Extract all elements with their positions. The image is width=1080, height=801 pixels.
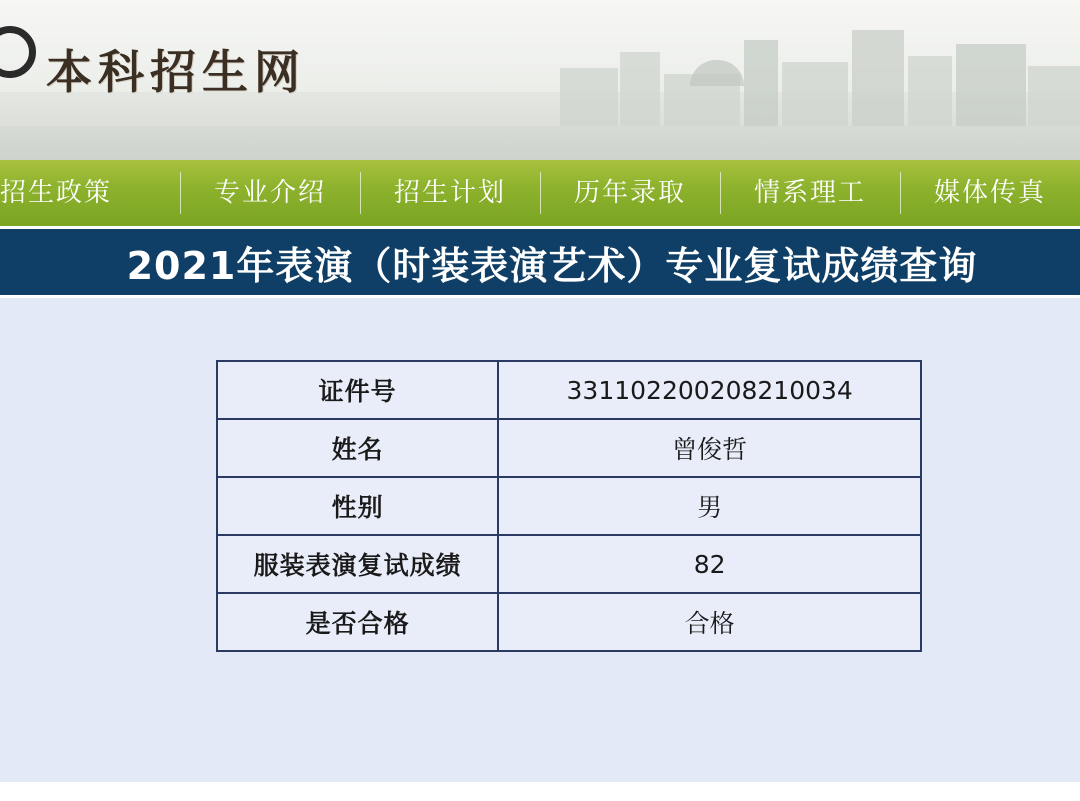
row-value-id-number: 331102200208210034 [498, 361, 921, 419]
row-value-qualified: 合格 [498, 593, 921, 651]
score-result-table [216, 360, 922, 652]
nav-item-zhaosheng-jihua[interactable]: 招生计划 [360, 160, 540, 226]
page-title: 2021年表演（时装表演艺术）专业复试成绩查询 [126, 243, 978, 288]
row-label-id-number: 证件号 [217, 361, 498, 419]
page-title-bar [0, 226, 1080, 298]
main-navigation [0, 160, 1080, 226]
content-area [0, 298, 1080, 798]
row-value-score: 82 [498, 535, 921, 593]
skyline-building [744, 40, 778, 130]
university-emblem-icon [0, 18, 44, 100]
emblem-ring [0, 26, 36, 78]
skyline-building [1028, 66, 1080, 130]
table-row [217, 419, 921, 477]
skyline-building [956, 44, 1026, 130]
row-label-name: 姓名 [217, 419, 498, 477]
nav-item-zhuanye-jieshao[interactable]: 专业介绍 [180, 160, 360, 226]
table-row [217, 477, 921, 535]
table-row [217, 361, 921, 419]
table-row [217, 535, 921, 593]
nav-item-zhaosheng-zhengce[interactable]: 招生政策 [0, 178, 113, 208]
skyline-building [852, 30, 904, 130]
nav-item-meiti-chuanzhen[interactable]: 媒体传真 [900, 160, 1080, 226]
skyline-building [620, 52, 660, 130]
row-label-gender: 性别 [217, 477, 498, 535]
row-label-qualified: 是否合格 [217, 593, 498, 651]
skyline-building [908, 56, 952, 130]
skyline-building [782, 62, 848, 130]
row-value-gender: 男 [498, 477, 921, 535]
row-label-score: 服装表演复试成绩 [217, 535, 498, 593]
nav-item-qingxi-ligong[interactable]: 情系理工 [720, 160, 900, 226]
site-title: 本科招生网 [46, 45, 306, 99]
nav-item-linian-luqu[interactable]: 历年录取 [540, 160, 720, 226]
footer-strip [0, 782, 1080, 798]
table-row [217, 593, 921, 651]
banner-ground [0, 126, 1080, 160]
row-value-name: 曾俊哲 [498, 419, 921, 477]
skyline-building [560, 68, 618, 130]
site-banner [0, 0, 1080, 160]
